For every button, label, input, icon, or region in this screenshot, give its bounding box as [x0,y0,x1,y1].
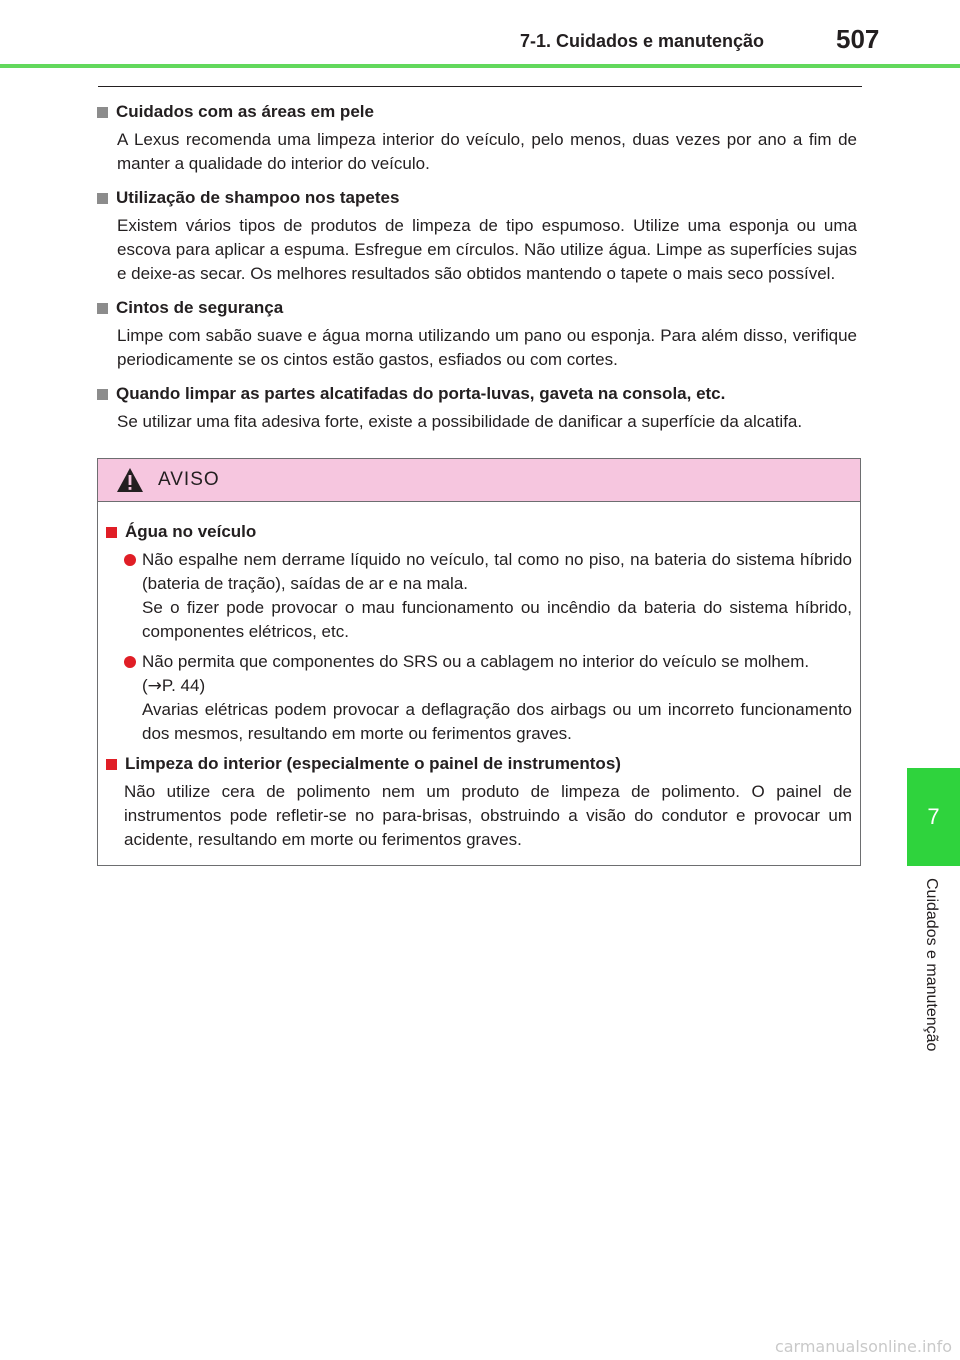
square-bullet-icon [97,107,108,118]
section-body: A Lexus recomenda uma limpeza interior do veículo, pelo menos, duas vezes por ano a fim de manter a qualidade do interior do veículo. [117,130,857,173]
warning-box [97,458,861,866]
section-carpeted-parts [97,382,857,434]
warning-bullet: Não permita que componentes do SRS ou a cablagem no interior do veículo se molhem. (→P. 44) Avarias elétricas podem provocar a deflagração dos airbags ou um incorreto funcionamento dos mesmos, resultando em morte ou ferimentos graves. [124,650,852,746]
red-square-bullet-icon [106,759,117,770]
warning-triangle-icon [116,467,144,493]
section-title: Utilização de shampoo nos tapetes [97,186,857,210]
warning-section-title: Limpeza do interior (especialmente o painel de instrumentos) [106,752,852,776]
arrow-right-icon: → [147,676,162,696]
square-bullet-icon [97,389,108,400]
chapter-tab-number: 7 [927,804,940,829]
chapter-title: 7-1. Cuidados e manutenção [520,31,765,51]
section-title: Cintos de segurança [97,296,857,320]
square-bullet-icon [97,303,108,314]
section-body: Limpe com sabão suave e água morna utilizando um pano ou esponja. Para além disso, verifique periodicamente se os cintos estão gastos, esfiados ou com cortes. [117,326,857,369]
header-rule [0,64,960,68]
content-top-rule [98,86,862,87]
section-title: Quando limpar as partes alcatifadas do porta-luvas, gaveta na consola, etc. [97,382,857,406]
watermark: carmanualsonline.info [774,1337,952,1356]
warning-content [98,502,860,852]
warning-title: AVISO [158,469,220,490]
red-dot-bullet-icon [124,656,136,668]
section-body: Se utilizar uma fita adesiva forte, existe a possibilidade de danificar a superfície da alcatifa. [117,412,803,431]
warning-bullet: Não espalhe nem derrame líquido no veículo, tal como no piso, na bateria do sistema híbrido (bateria de tração), saídas de ar e na mala. Se o fizer pode provocar o mau funcionamento ou incêndio da bateria do sistema híbrido, componentes elétricos, etc. [124,548,852,644]
warning-header [98,459,860,502]
section-body: Existem vários tipos de produtos de limpeza de tipo espumoso. Utilize uma esponja ou uma escova para aplicar a espuma. Esfregue em círculos. Não utilize água. Limpe as superfícies sujas e deixe-as secar. Os melhores resultados são obtidos mantendo o tapete o mais seco possível. [117,216,857,283]
red-square-bullet-icon [106,527,117,538]
section-title: Cuidados com as áreas em pele [97,100,857,124]
main-content [97,100,857,444]
chapter-tab[interactable] [907,768,960,866]
page-reference-link[interactable]: (→P. 44) [142,676,206,696]
square-bullet-icon [97,193,108,204]
page-number: 507 [836,24,880,54]
section-carpet-shampoo [97,186,857,286]
section-leather [97,100,857,176]
warning-body: Não utilize cera de polimento nem um produto de limpeza de polimento. O painel de instrumentos pode refletir-se no para-brisas, obstruindo a visão do condutor e provocar um acidente, resultando em morte ou ferimentos graves. [124,782,852,849]
section-seat-belts [97,296,857,372]
warning-section-title: Água no veículo [106,520,852,544]
red-dot-bullet-icon [124,554,136,566]
chapter-tab-label: Cuidados e manutenção [923,878,940,1052]
